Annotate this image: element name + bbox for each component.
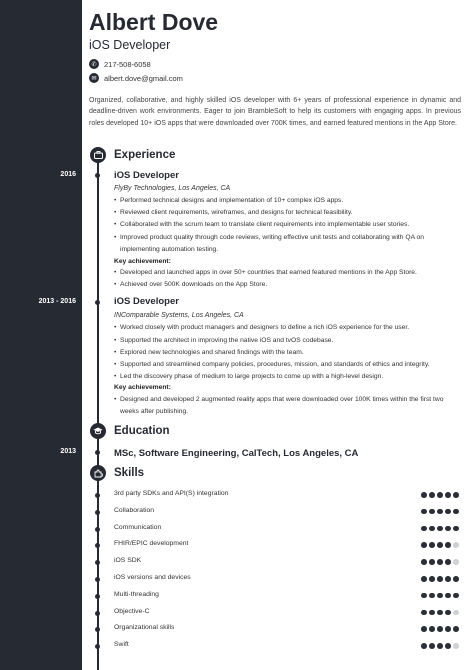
timeline-dot: [95, 611, 100, 616]
education-date: 2013: [60, 448, 76, 455]
skill-rating: [421, 509, 461, 515]
job-bullet: • Collaborated with the scrum team to translate client requirements into implementable user stories.: [114, 219, 464, 231]
job-bullet: • Reviewed client requirements, wireframes, and designs for technical feasibility.: [114, 207, 464, 219]
puzzle-icon: [90, 465, 106, 481]
skill-rating: [421, 559, 461, 565]
job-bullet: • Worked closely with product managers and designers to define a rich iOS experience for the user.: [114, 322, 464, 334]
skill-rating: [421, 492, 461, 498]
rating-dot-filled: [437, 542, 443, 548]
rating-dot-filled: [453, 526, 459, 532]
email-contact: [89, 72, 183, 84]
rating-dot-filled: [421, 643, 427, 649]
rating-dot-filled: [445, 593, 451, 599]
timeline-dot: [95, 450, 100, 455]
rating-dot-filled: [429, 576, 435, 582]
rating-dot-filled: [429, 509, 435, 515]
rating-dot-filled: [429, 492, 435, 498]
timeline-dot: [95, 594, 100, 599]
job-bullet: • Led the discovery phase of medium to large projects to come up with a high-level design.: [114, 371, 464, 383]
timeline-dot: [95, 644, 100, 649]
skill-label: FHIR/EPIC development: [114, 540, 189, 548]
rating-dot-filled: [421, 610, 427, 616]
skill-label: Communication: [114, 523, 162, 531]
rating-dot-filled: [421, 509, 427, 515]
rating-dot-empty: [453, 542, 459, 548]
rating-dot-filled: [421, 542, 427, 548]
timeline-dot: [95, 627, 100, 632]
rating-dot-filled: [437, 576, 443, 582]
rating-dot-filled: [421, 576, 427, 582]
rating-dot-filled: [437, 492, 443, 498]
rating-dot-filled: [453, 576, 459, 582]
achievement-bullet: • Achieved over 500K downloads on the App Store.: [114, 279, 464, 291]
skill-rating: [421, 643, 461, 649]
job-bullet: • Improved product quality through code reviews, writing effective unit tests and collaborating with QA on implementing automation testing.: [114, 232, 464, 255]
skill-label: iOS versions and devices: [114, 574, 191, 581]
skill-label: iOS SDK: [114, 557, 142, 565]
rating-dot-filled: [421, 492, 427, 498]
rating-dot-filled: [429, 559, 435, 565]
timeline-dot: [95, 510, 100, 515]
rating-dot-filled: [421, 593, 427, 599]
rating-dot-filled: [429, 593, 435, 599]
rating-dot-filled: [453, 492, 459, 498]
email-icon: ✉: [89, 73, 99, 83]
phone-icon: ✆: [89, 59, 99, 69]
job-title: iOS Developer: [114, 296, 179, 307]
experience-heading: Experience: [114, 149, 176, 161]
skill-label: Swift: [114, 641, 129, 649]
timeline-dot: [95, 527, 100, 532]
timeline-dot: [95, 173, 100, 178]
rating-dot-filled: [445, 526, 451, 532]
skill-rating: [421, 610, 461, 616]
job-bullet: • Supported and streamlined company policies, procedures, mission, and standards of ethics and integrity.: [114, 359, 464, 371]
timeline-dot: [95, 560, 100, 565]
education-entry: MSc, Software Engineering, CalTech, Los Angeles, CA: [114, 448, 359, 459]
timeline-dot: [95, 577, 100, 582]
rating-dot-filled: [429, 626, 435, 632]
rating-dot-filled: [445, 576, 451, 582]
job-bullet: • Performed technical designs and implementation of 10+ complex iOS apps.: [114, 195, 464, 207]
achievement-heading: Key achievement:: [114, 258, 171, 265]
candidate-name: Albert Dove: [89, 9, 219, 35]
achievement-heading: Key achievement:: [114, 384, 171, 391]
job-date: 2013 - 2016: [38, 298, 76, 305]
timeline-line: [97, 155, 99, 670]
skill-label: Collaboration: [114, 506, 155, 514]
rating-dot-filled: [437, 643, 443, 649]
timeline-dot: [95, 543, 100, 548]
skill-rating: [421, 526, 461, 532]
timeline-dot: [95, 493, 100, 498]
rating-dot-filled: [445, 626, 451, 632]
rating-dot-filled: [445, 542, 451, 548]
candidate-role: iOS Developer: [89, 38, 171, 52]
rating-dot-filled: [429, 610, 435, 616]
skill-rating: [421, 576, 461, 582]
rating-dot-empty: [453, 610, 459, 616]
achievement-bullet: • Designed and developed 2 augmented reality apps that were downloaded over 100K times within the first two weeks after publishing.: [114, 394, 464, 417]
graduation-cap-icon: [90, 423, 106, 439]
skill-label: Organizational skills: [114, 624, 175, 632]
rating-dot-filled: [421, 626, 427, 632]
job-company: INComparable Systems, Los Angeles, CA: [114, 312, 244, 319]
job-bullet: • Explored new technologies and shared findings with the team.: [114, 347, 464, 359]
rating-dot-filled: [453, 626, 459, 632]
skills-heading: Skills: [114, 467, 145, 479]
skill-label: 3rd party SDKs and API(S) integration: [114, 490, 229, 497]
rating-dot-empty: [453, 559, 459, 565]
rating-dot-filled: [445, 509, 451, 515]
briefcase-icon: [90, 147, 106, 163]
skill-rating: [421, 626, 461, 632]
job-date: 2016: [60, 171, 76, 178]
rating-dot-filled: [445, 610, 451, 616]
email-address: albert.dove@gmail.com: [104, 73, 183, 83]
job-bullet: • Supported the architect in improving the native iOS and tvOS codebase.: [114, 335, 464, 347]
rating-dot-filled: [437, 626, 443, 632]
education-heading: Education: [114, 425, 170, 437]
summary: Organized, collaborative, and highly skilled iOS developer with 6+ years of professional experience in dynamic and deadline-driven work environments. Eager to join BrambleSoft to help its customers with engaging apps. In previous roles developed 10+ iOS apps that were downloaded over 700K times, and earned featured mentions in the App Store.: [89, 97, 461, 127]
timeline-dot: [95, 300, 100, 305]
rating-dot-empty: [453, 643, 459, 649]
sidebar: [0, 0, 82, 670]
skill-label: Objective-C: [114, 607, 150, 615]
rating-dot-filled: [437, 559, 443, 565]
rating-dot-filled: [437, 526, 443, 532]
rating-dot-filled: [429, 643, 435, 649]
rating-dot-filled: [445, 643, 451, 649]
job-title: iOS Developer: [114, 170, 179, 181]
rating-dot-filled: [453, 509, 459, 515]
rating-dot-filled: [453, 593, 459, 599]
rating-dot-filled: [437, 610, 443, 616]
rating-dot-filled: [421, 559, 427, 565]
skill-rating: [421, 542, 461, 548]
rating-dot-filled: [429, 542, 435, 548]
rating-dot-filled: [445, 559, 451, 565]
rating-dot-filled: [445, 492, 451, 498]
skill-rating: [421, 593, 461, 599]
skill-label: Multi-threading: [114, 590, 159, 598]
achievement-bullet: • Developed and launched apps in over 50+ countries that earned featured mentions in the App Store.: [114, 267, 464, 279]
rating-dot-filled: [429, 526, 435, 532]
job-company: FlyBy Technologies, Los Angeles, CA: [114, 185, 231, 192]
phone-contact: [89, 58, 151, 70]
phone-number: 217-508-6058: [104, 59, 151, 69]
rating-dot-filled: [437, 509, 443, 515]
rating-dot-filled: [437, 593, 443, 599]
rating-dot-filled: [421, 526, 427, 532]
